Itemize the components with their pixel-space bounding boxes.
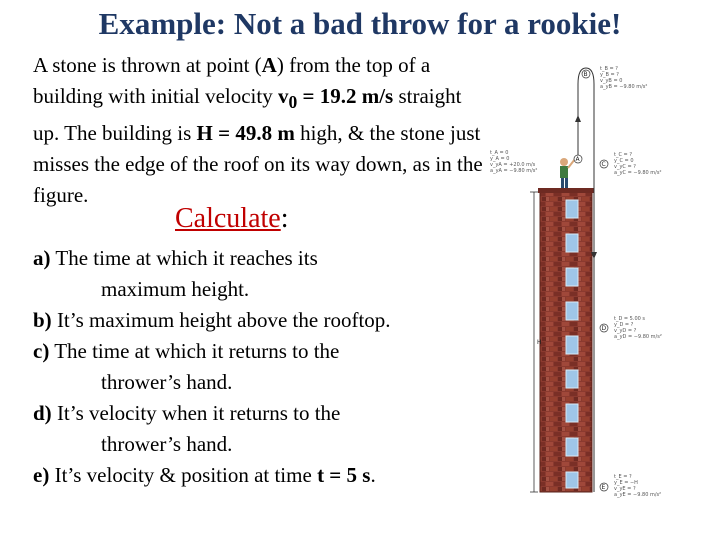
- point-a-marker: A: [575, 156, 580, 163]
- slide-title: Example: Not a bad throw for a rookie!: [98, 6, 622, 41]
- svg-text:v_yC = ?: v_yC = ?: [614, 164, 636, 170]
- svg-text:t_E = ?: t_E = ?: [614, 474, 632, 480]
- svg-text:a_yC = −9.80 m/s²: a_yC = −9.80 m/s²: [614, 170, 662, 176]
- svg-text:y_D = ?: y_D = ?: [614, 322, 634, 328]
- annotation-a: [490, 150, 537, 174]
- svg-text:a_yD = −9.80 m/s²: a_yD = −9.80 m/s²: [614, 334, 662, 340]
- svg-text:t_B = ?: t_B = ?: [600, 66, 618, 72]
- question-b: b) It’s maximum height above the rooftop.: [33, 308, 391, 332]
- calculate-heading: Calculate:: [175, 203, 289, 234]
- question-d: d) It’s velocity when it returns to the thrower’s hand.: [33, 401, 341, 456]
- svg-text:a_yA = −9.80 m/s²: a_yA = −9.80 m/s²: [490, 168, 538, 174]
- annotation-b: [600, 66, 647, 90]
- height-label: H: [537, 339, 542, 346]
- svg-text:v_yA = +20.0 m/s: v_yA = +20.0 m/s: [490, 162, 536, 168]
- svg-text:v_yB = 0: v_yB = 0: [600, 78, 623, 84]
- velocity-symbol: $v_0 = 19.2$ m/s: [277, 84, 394, 113]
- point-b-marker: B: [583, 71, 588, 78]
- arrow-up: [575, 115, 581, 122]
- svg-text:t_C = ?: t_C = ?: [614, 152, 632, 158]
- intro-text-4: high, & the stone just misses the edge of the roof on its way down, as in the figure.: [33, 121, 483, 208]
- svg-text:y_A = 0: y_A = 0: [490, 156, 510, 162]
- intro-text-3: straight up. The building is: [33, 84, 462, 146]
- annotation-c: [614, 152, 661, 176]
- point-a-label: A: [261, 53, 277, 77]
- svg-text:v_yE = ?: v_yE = ?: [614, 486, 636, 492]
- svg-text:y_E = −H: y_E = −H: [614, 480, 638, 486]
- annotation-d: [614, 316, 662, 340]
- question-a: a) The time at which it reaches its maximum height.: [33, 246, 318, 301]
- svg-text:a_yB = −9.80 m/s²: a_yB = −9.80 m/s²: [600, 84, 648, 90]
- intro-text-1: A stone is thrown at point (: [33, 53, 262, 77]
- intro-text-2: ) from the top of a building with initial velocity: [33, 53, 431, 108]
- svg-text:t_A = 0: t_A = 0: [490, 150, 509, 156]
- question-e: e) It’s velocity & position at time t = 5 s.: [33, 463, 376, 487]
- svg-text:a_yE = −9.80 m/s²: a_yE = −9.80 m/s²: [614, 492, 662, 498]
- svg-text:t_D = 5.00 s: t_D = 5.00 s: [614, 316, 646, 322]
- svg-text:y_B = ?: y_B = ?: [600, 72, 619, 78]
- point-c-marker: C: [601, 161, 606, 168]
- svg-text:y_C = 0: y_C = 0: [614, 158, 634, 164]
- height-value: H = 49.8 m: [196, 121, 295, 146]
- question-list: [33, 243, 493, 491]
- windows: [566, 200, 578, 488]
- roof-edge: [538, 188, 594, 193]
- thrower-figure: [560, 158, 575, 188]
- building-figure: [482, 62, 712, 502]
- question-c: c) The time at which it returns to the thrower’s hand.: [33, 339, 340, 394]
- svg-text:v_yD = ?: v_yD = ?: [614, 328, 637, 334]
- point-d-marker: D: [601, 325, 607, 332]
- point-e-marker: E: [601, 484, 606, 491]
- annotation-e: [614, 474, 661, 498]
- problem-statement: [33, 50, 483, 211]
